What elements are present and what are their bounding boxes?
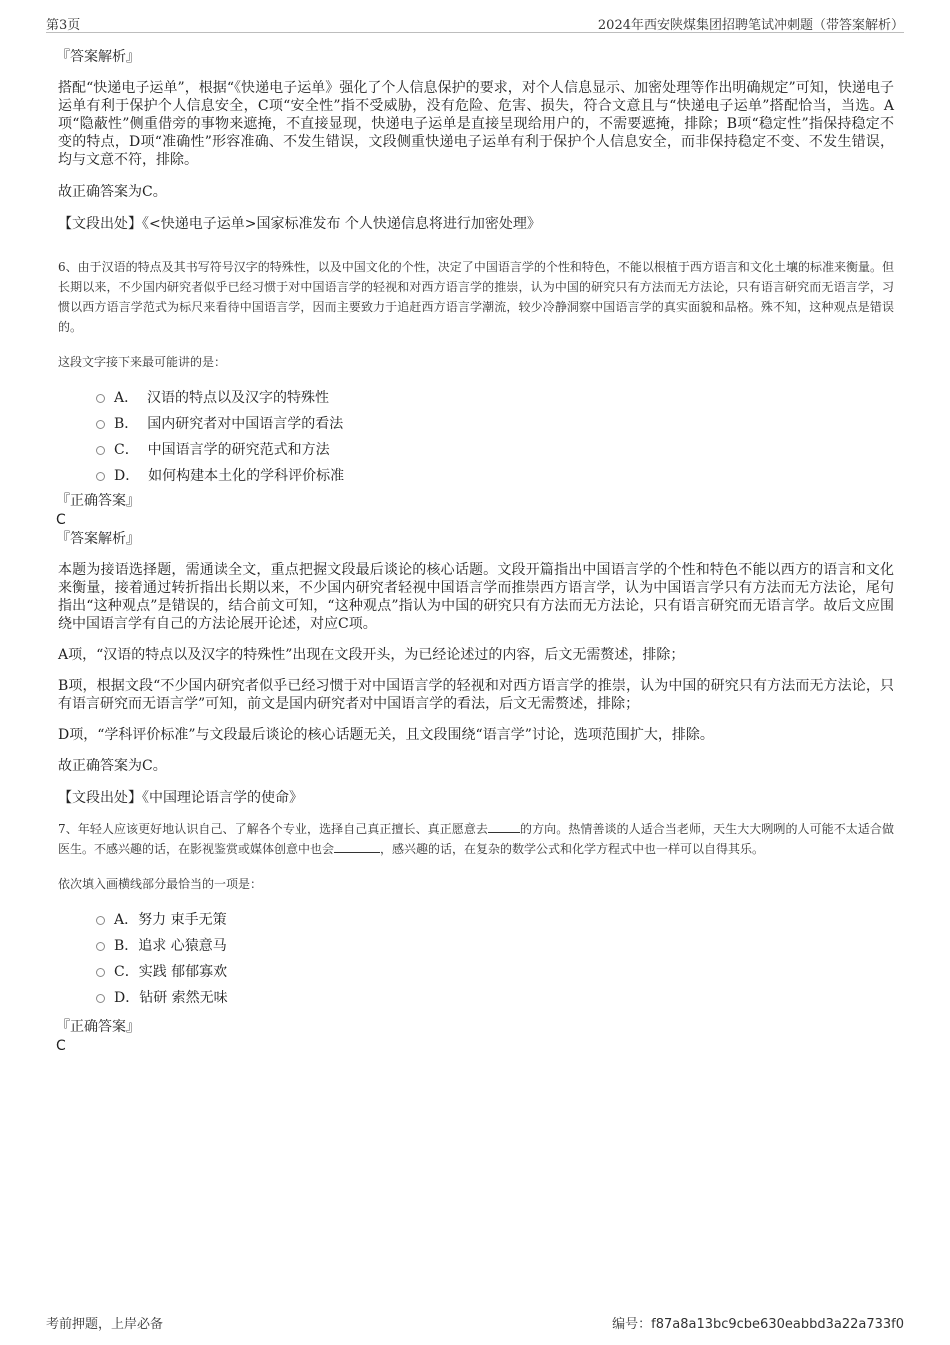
correct-answer-label: 『正确答案』 [56,1019,140,1035]
option-d[interactable]: D．钻研 索然无味 [58,985,894,1011]
question-6-prompt: 这段文字接下来最可能讲的是： [58,355,227,369]
analysis-label: 『答案解析』 [56,531,140,547]
conclusion: 故正确答案为C。 [58,758,167,774]
correct-answer: C [56,512,66,528]
footer-slogan: 考前押题，上岸必备 [46,1317,164,1332]
radio-icon[interactable] [96,394,105,403]
source-citation: 【文段出处】《中国理论语言学的使命》 [58,790,303,806]
question-7-options [58,907,894,1011]
analysis-paragraph: 本题为接语选择题，需通读全文，重点把握文段最后谈论的核心话题。文段开篇指出中国语言学的个性和特色不能以西方的语言和文化来衡量，接着通过转折指出长期以来，不少国内研究者轻视中国语言学而推崇西方语言学，认为中国语言学只有方法而无方法论，尾句指出“这种观点”是错误的，结合前文可知，“这种观点”指认为中国的研究只有方法而无方法论，只有语言研究而无语言学。故后文应围绕中国语言学有自己的方法论展开论述，对应C项。 [58,562,894,632]
radio-icon[interactable] [96,916,105,925]
page-header [46,14,904,33]
document-title: 2024年西安陕煤集团招聘笔试冲刺题（带答案解析） [597,18,904,33]
option-b[interactable]: B． 国内研究者对中国语言学的看法 [58,411,894,437]
question-6-options [58,385,894,489]
analysis-paragraph: A项，“汉语的特点以及汉字的特殊性”出现在文段开头，为已经论述过的内容，后文无需赘述，排除； [58,647,685,663]
question-6-text: 6、由于汉语的特点及其书写符号汉字的特殊性，以及中国文化的个性，决定了中国语言学的个性和特色，不能以根植于西方语言和文化土壤的标准来衡量。但长期以来，不少国内研究者似乎已经习惯于对中国语言学的轻视和对西方语言学的推崇，认为中国的研究只有方法而无方法论，只有语言研究而无语言学，习惯以西方语言学范式为标尺来看待中国语言学，因而主要致力于追赶西方语言学潮流，较少冷静洞察中国语言学的真实面貌和品格。殊不知，这种观点是错误的。 [58,260,894,334]
blank-2 [334,840,380,853]
blank-1 [488,820,520,833]
analysis-text: 搭配“快递电子运单”，根据“《快递电子运单》强化了个人信息保护的要求，对个人信息显示、加密处理等作出明确规定”可知，快递电子运单有利于保护个人信息安全，C项“安全性”指不受威胁，没有危险、危害、损失，符合文意且与“快递电子运单”搭配恰当，当选。A项“隐蔽性”侧重借旁的事物来遮掩，不直接显现，快递电子运单是直接呈现给用户的，不需要遮掩，排除；B项“稳定性”指保持稳定不变的特点，D项“准确性”形容准确、不发生错误，文段侧重快递电子运单有利于保护个人信息安全，而非保持稳定不变、不发生错误，均与文意不符，排除。 [58,80,894,168]
question-7-prompt: 依次填入画横线部分最恰当的一项是： [58,877,263,891]
correct-answer-label: 『正确答案』 [56,493,140,509]
source-citation: 【文段出处】《<快递电子运单>国家标准发布 个人快递信息将进行加密处理》 [58,216,541,232]
radio-icon[interactable] [96,942,105,951]
option-c[interactable]: C． 中国语言学的研究范式和方法 [58,437,894,463]
document-body [58,47,894,1055]
analysis-paragraph: B项，根据文段“不少国内研究者似乎已经习惯于对中国语言学的轻视和对西方语言学的推崇，认为中国的研究只有方法而无方法论，只有语言研究而无语言学”可知，前文是国内研究者对中国语言学的看法，后文无需赘述，排除； [58,678,894,712]
option-c[interactable]: C．实践 郁郁寡欢 [58,959,894,985]
option-d[interactable]: D． 如何构建本土化的学科评价标准 [58,463,894,489]
option-a[interactable]: A． 汉语的特点以及汉字的特殊性 [58,385,894,411]
analysis-paragraph: D项，“学科评价标准”与文段最后谈论的核心话题无关，且文段围绕“语言学”讨论，选项范围扩大，排除。 [58,727,714,743]
radio-icon[interactable] [96,472,105,481]
option-a[interactable]: A．努力 束手无策 [58,907,894,933]
correct-answer: C [56,1038,66,1054]
radio-icon[interactable] [96,994,105,1003]
conclusion: 故正确答案为C。 [58,184,167,200]
radio-icon[interactable] [96,420,105,429]
radio-icon[interactable] [96,446,105,455]
question-7-text: 7、年轻人应该更好地认识自己、了解各个专业，选择自己真正擅长、真正愿意去 的方向。热情善谈的人适合当老师，天生大大咧咧的人可能不太适合做医生。不感兴趣的话，在影视鉴赏或媒体创意中也会 ，感兴趣的话，在复杂的数学公式和化学方程式中也一样可以自得其乐。 [58,822,894,856]
option-b[interactable]: B．追求 心猿意马 [58,933,894,959]
document-code: 编号：f87a8a13bc9cbe630eabbd3a22a733f0 [612,1317,904,1332]
analysis-label: 『答案解析』 [56,49,140,65]
radio-icon[interactable] [96,968,105,977]
page-number: 第3页 [46,18,81,33]
